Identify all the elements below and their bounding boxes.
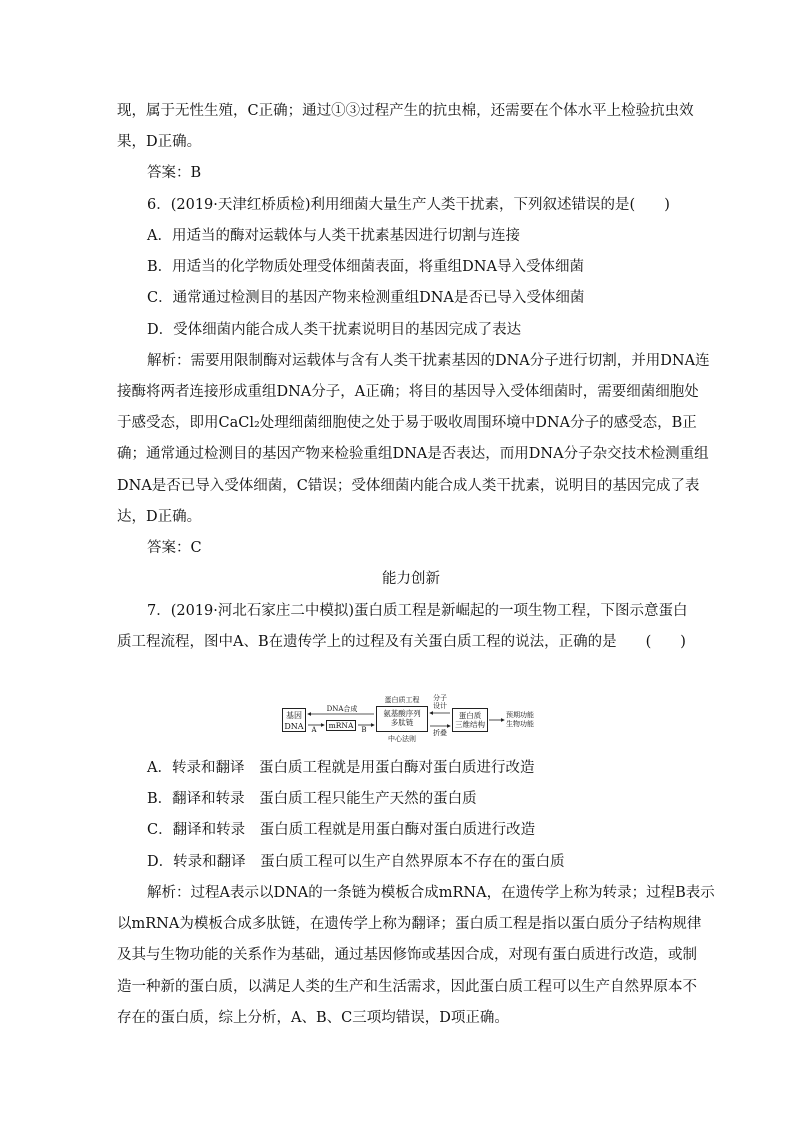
molecular-design-line: 分子 <box>433 694 447 702</box>
analysis-line: 及其与生物功能的关系作为基础，通过基因修饰或基因合成，对现有蛋白质进行改造，或制 <box>117 947 697 963</box>
analysis-line: 存在的蛋白质，综上分析，A、B、C三项均错误，D项正确。 <box>117 1010 509 1026</box>
question-7-option-c: C．翻译和转录 蛋白质工程就是用蛋白酶对蛋白质进行改造 <box>147 822 536 838</box>
gene-dna-label: DNA <box>284 722 304 731</box>
question-7-stem: 质工程流程，图中A、B在遗传学上的过程及有关蛋白质工程的说法，正确的是 ( ) <box>117 634 686 650</box>
question-6-option-a: A．用适当的酶对运载体与人类干扰素基因进行切割与连接 <box>147 228 520 244</box>
central-dogma-label: 中心法则 <box>388 735 416 743</box>
protein-engineering-label: 蛋白质工程 <box>384 696 420 704</box>
answer-line: 答案：C <box>147 540 202 556</box>
text-line: 果，D正确。 <box>117 134 202 150</box>
dna-synthesis-label: DNA合成 <box>326 705 358 713</box>
mrna-box: mRNA <box>326 720 356 731</box>
section-title: 能力创新 <box>382 571 440 587</box>
analysis-line: 于感受态，即用CaCl₂处理细菌细胞使之处于易于吸收周围环境中DNA分子的感受态，B正 <box>117 415 697 431</box>
3d-structure-box <box>452 708 488 732</box>
analysis-line: 以mRNA为模板合成多肽链，在遗传学上称为翻译；蛋白质工程是指以蛋白质分子结构规律 <box>117 916 702 932</box>
biological-function-line: 生物功能 <box>506 720 534 728</box>
question-7-option-d: D．转录和翻译 蛋白质工程可以生产自然界原本不存在的蛋白质 <box>147 854 565 870</box>
label-b: B <box>361 726 367 734</box>
question-6-option-d: D．受体细菌内能合成人类干扰素说明目的基因完成了表达 <box>147 322 522 338</box>
amino-acid-sequence-box <box>376 706 428 732</box>
expected-function-line: 预期功能 <box>506 711 534 719</box>
gene-dna-label: 基因 <box>286 711 302 720</box>
analysis-line: 达，D正确。 <box>117 509 202 525</box>
structure-label: 蛋白质 <box>458 711 482 720</box>
structure-label: 三维结构 <box>455 720 485 729</box>
amino-acid-sequence-label: 氨基酸序列 <box>383 709 421 718</box>
text-line: 现，属于无性生殖，C正确；通过①③过程产生的抗虫棉，还需要在个体水平上检验抗虫效 <box>117 103 694 119</box>
analysis-line: 解析：需要用限制酶对运载体与含有人类干扰素基因的DNA分子进行切割，并用DNA连 <box>147 353 710 369</box>
molecular-design-label <box>428 694 452 710</box>
analysis-line: 造一种新的蛋白质，以满足人类的生产和生活需求，因此蛋白质工程可以生产自然界原本不 <box>117 979 697 995</box>
folding-label: 折叠 <box>433 729 447 737</box>
gene-dna-box <box>282 708 306 732</box>
polypeptide-label: 多肽链 <box>390 718 414 727</box>
protein-engineering-flow-diagram <box>282 696 544 748</box>
label-a: A <box>311 726 317 734</box>
analysis-line: DNA是否已导入受体细菌，C错误；受体细菌内能合成人类干扰素，说明目的基因完成了表 <box>117 478 700 494</box>
question-6-stem: 6．(2019·天津红桥质检)利用细菌大量生产人类干扰素，下列叙述错误的是( ) <box>147 197 670 213</box>
analysis-line: 确；通常通过检测目的基因产物来检验重组DNA是否表达，而用DNA分子杂交技术检测重组 <box>117 446 709 462</box>
expected-function-label <box>506 711 544 729</box>
question-7-stem: 7．(2019·河北石家庄二中模拟)蛋白质工程是新崛起的一项生物工程，下图示意蛋白 <box>147 603 688 619</box>
question-7-option-a: A．转录和翻译 蛋白质工程就是用蛋白酶对蛋白质进行改造 <box>147 760 535 776</box>
question-6-option-c: C．通常通过检测目的基因产物来检测重组DNA是否已导入受体细菌 <box>147 290 585 306</box>
question-6-option-b: B．用适当的化学物质处理受体细菌表面，将重组DNA导入受体细菌 <box>147 259 584 275</box>
analysis-line: 接酶将两者连接形成重组DNA分子，A正确；将目的基因导入受体细菌时，需要细菌细胞处 <box>117 384 699 400</box>
question-7-option-b: B．翻译和转录 蛋白质工程只能生产天然的蛋白质 <box>147 791 477 807</box>
molecular-design-line: 设计 <box>433 702 447 710</box>
analysis-line: 解析：过程A表示以DNA的一条链为模板合成mRNA，在遗传学上称为转录；过程B表示 <box>147 885 715 901</box>
answer-line: 答案：B <box>147 165 202 181</box>
